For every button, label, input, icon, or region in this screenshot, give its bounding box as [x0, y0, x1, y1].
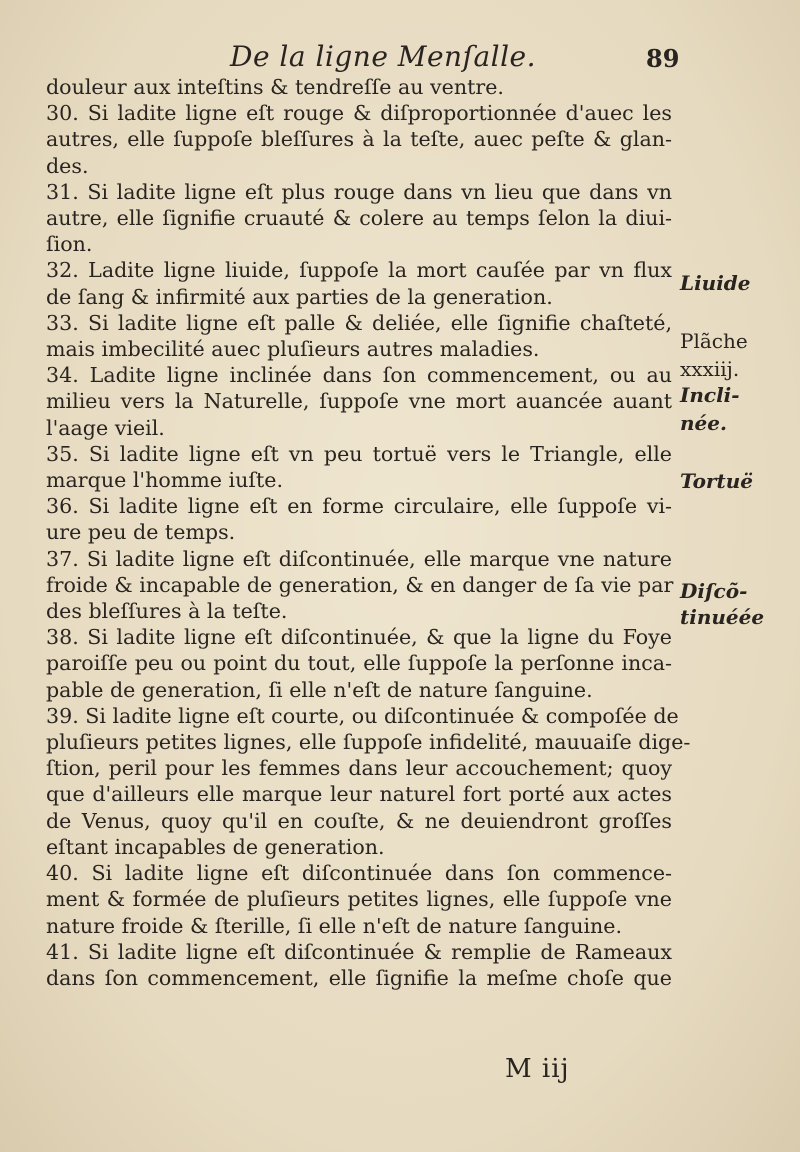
text-line: 34. Ladite ligne inclinée dans ſon commencement, ou au — [46, 363, 672, 388]
text-line: mais imbecilité auec pluſieurs autres maladies. — [46, 337, 540, 362]
text-line: milieu vers la Naturelle, ſuppoſe vne mort auancée auant — [46, 389, 672, 414]
text-line: paroiſſe peu ou point du tout, elle ſuppoſe la perſonne inca- — [46, 651, 672, 676]
text-line: ſtion, peril pour les femmes dans leur accouchement; quoy — [46, 756, 672, 781]
text-line: 35. Si ladite ligne eſt vn peu tortuë vers le Triangle, elle — [46, 441, 672, 466]
text-line: de ſang & infirmité aux parties de la generation. — [46, 284, 553, 309]
text-line: autre, elle ſignifie cruauté & colere au temps ſelon la diui- — [46, 206, 672, 231]
text-line: marque l'homme iuſte. — [46, 468, 284, 493]
body-text — [46, 74, 691, 991]
margin-note-xxxiij: xxxiij. — [680, 357, 740, 381]
page-number: 89 — [646, 44, 680, 73]
margin-note-liuide: Liuide — [680, 271, 751, 295]
text-line: l'aage vieil. — [46, 415, 165, 440]
text-line: que d'ailleurs elle marque leur naturel fort porté aux actes — [46, 782, 672, 807]
text-line: douleur aux inteſtins & tendreſſe au ventre. — [46, 75, 504, 99]
text-line: eſtant incapables de generation. — [46, 834, 385, 859]
text-line: froide & incapable de generation, & en danger de ſa vie par — [46, 572, 674, 597]
margin-note-tinuee: tinuéée — [680, 605, 765, 629]
text-line: 40. Si ladite ligne eſt diſcontinuée dans ſon commence- — [46, 861, 672, 886]
text-line: autres, elle ſuppoſe bleſſures à la teſte, auec peſte & glan- — [46, 127, 672, 152]
text-line: des bleſſures à la teſte. — [46, 599, 288, 624]
text-line: des. — [46, 153, 89, 178]
text-line: 33. Si ladite ligne eſt palle & deliée, elle ſignifie chaſteté, — [46, 310, 672, 335]
text-line: nature froide & ſterille, ſi elle n'eſt de nature ſanguine. — [46, 913, 623, 938]
text-line: pable de generation, ſi elle n'eſt de nature ſanguine. — [46, 677, 593, 702]
margin-note-nee: née. — [680, 411, 727, 435]
text-line: 37. Si ladite ligne eſt diſcontinuée, elle marque vne nature — [46, 546, 672, 571]
margin-note-tortue: Tortuë — [680, 469, 753, 493]
running-title: De la ligne Menſalle. — [230, 40, 537, 73]
text-line: pluſieurs petites lignes, elle ſuppoſe infidelité, mauuaiſe dige- — [46, 730, 691, 755]
text-line: 41. Si ladite ligne eſt diſcontinuée & remplie de Rameaux — [46, 939, 672, 964]
margin-note-incli: Incli- — [680, 383, 740, 407]
signature-mark: M iij — [505, 1054, 570, 1084]
text-line: 32. Ladite ligne liuide, ſuppoſe la mort cauſée par vn flux — [46, 258, 672, 283]
text-line: ure peu de temps. — [46, 520, 236, 545]
margin-note-plache: Plãche — [680, 329, 748, 353]
text-line: de Venus, quoy qu'il en couſte, & ne deuiendront groſſes — [46, 808, 672, 833]
text-line: 36. Si ladite ligne eſt en forme circulaire, elle ſuppoſe vi- — [46, 494, 672, 519]
text-line: 30. Si ladite ligne eſt rouge & diſproportionnée d'auec les — [46, 101, 672, 126]
text-line: 39. Si ladite ligne eſt courte, ou diſcontinuée & compoſée de — [46, 703, 679, 728]
text-line: ſion. — [46, 232, 93, 257]
text-line: ment & formée de pluſieurs petites lignes, elle ſuppoſe vne — [46, 887, 672, 912]
text-line: dans ſon commencement, elle ſignifie la meſme choſe que — [46, 965, 672, 990]
text-line: 38. Si ladite ligne eſt diſcontinuée, & que la ligne du Foye — [46, 625, 672, 650]
text-line: 31. Si ladite ligne eſt plus rouge dans vn lieu que dans vn — [46, 179, 672, 204]
margin-note-disco: Diſcõ- — [680, 579, 748, 603]
